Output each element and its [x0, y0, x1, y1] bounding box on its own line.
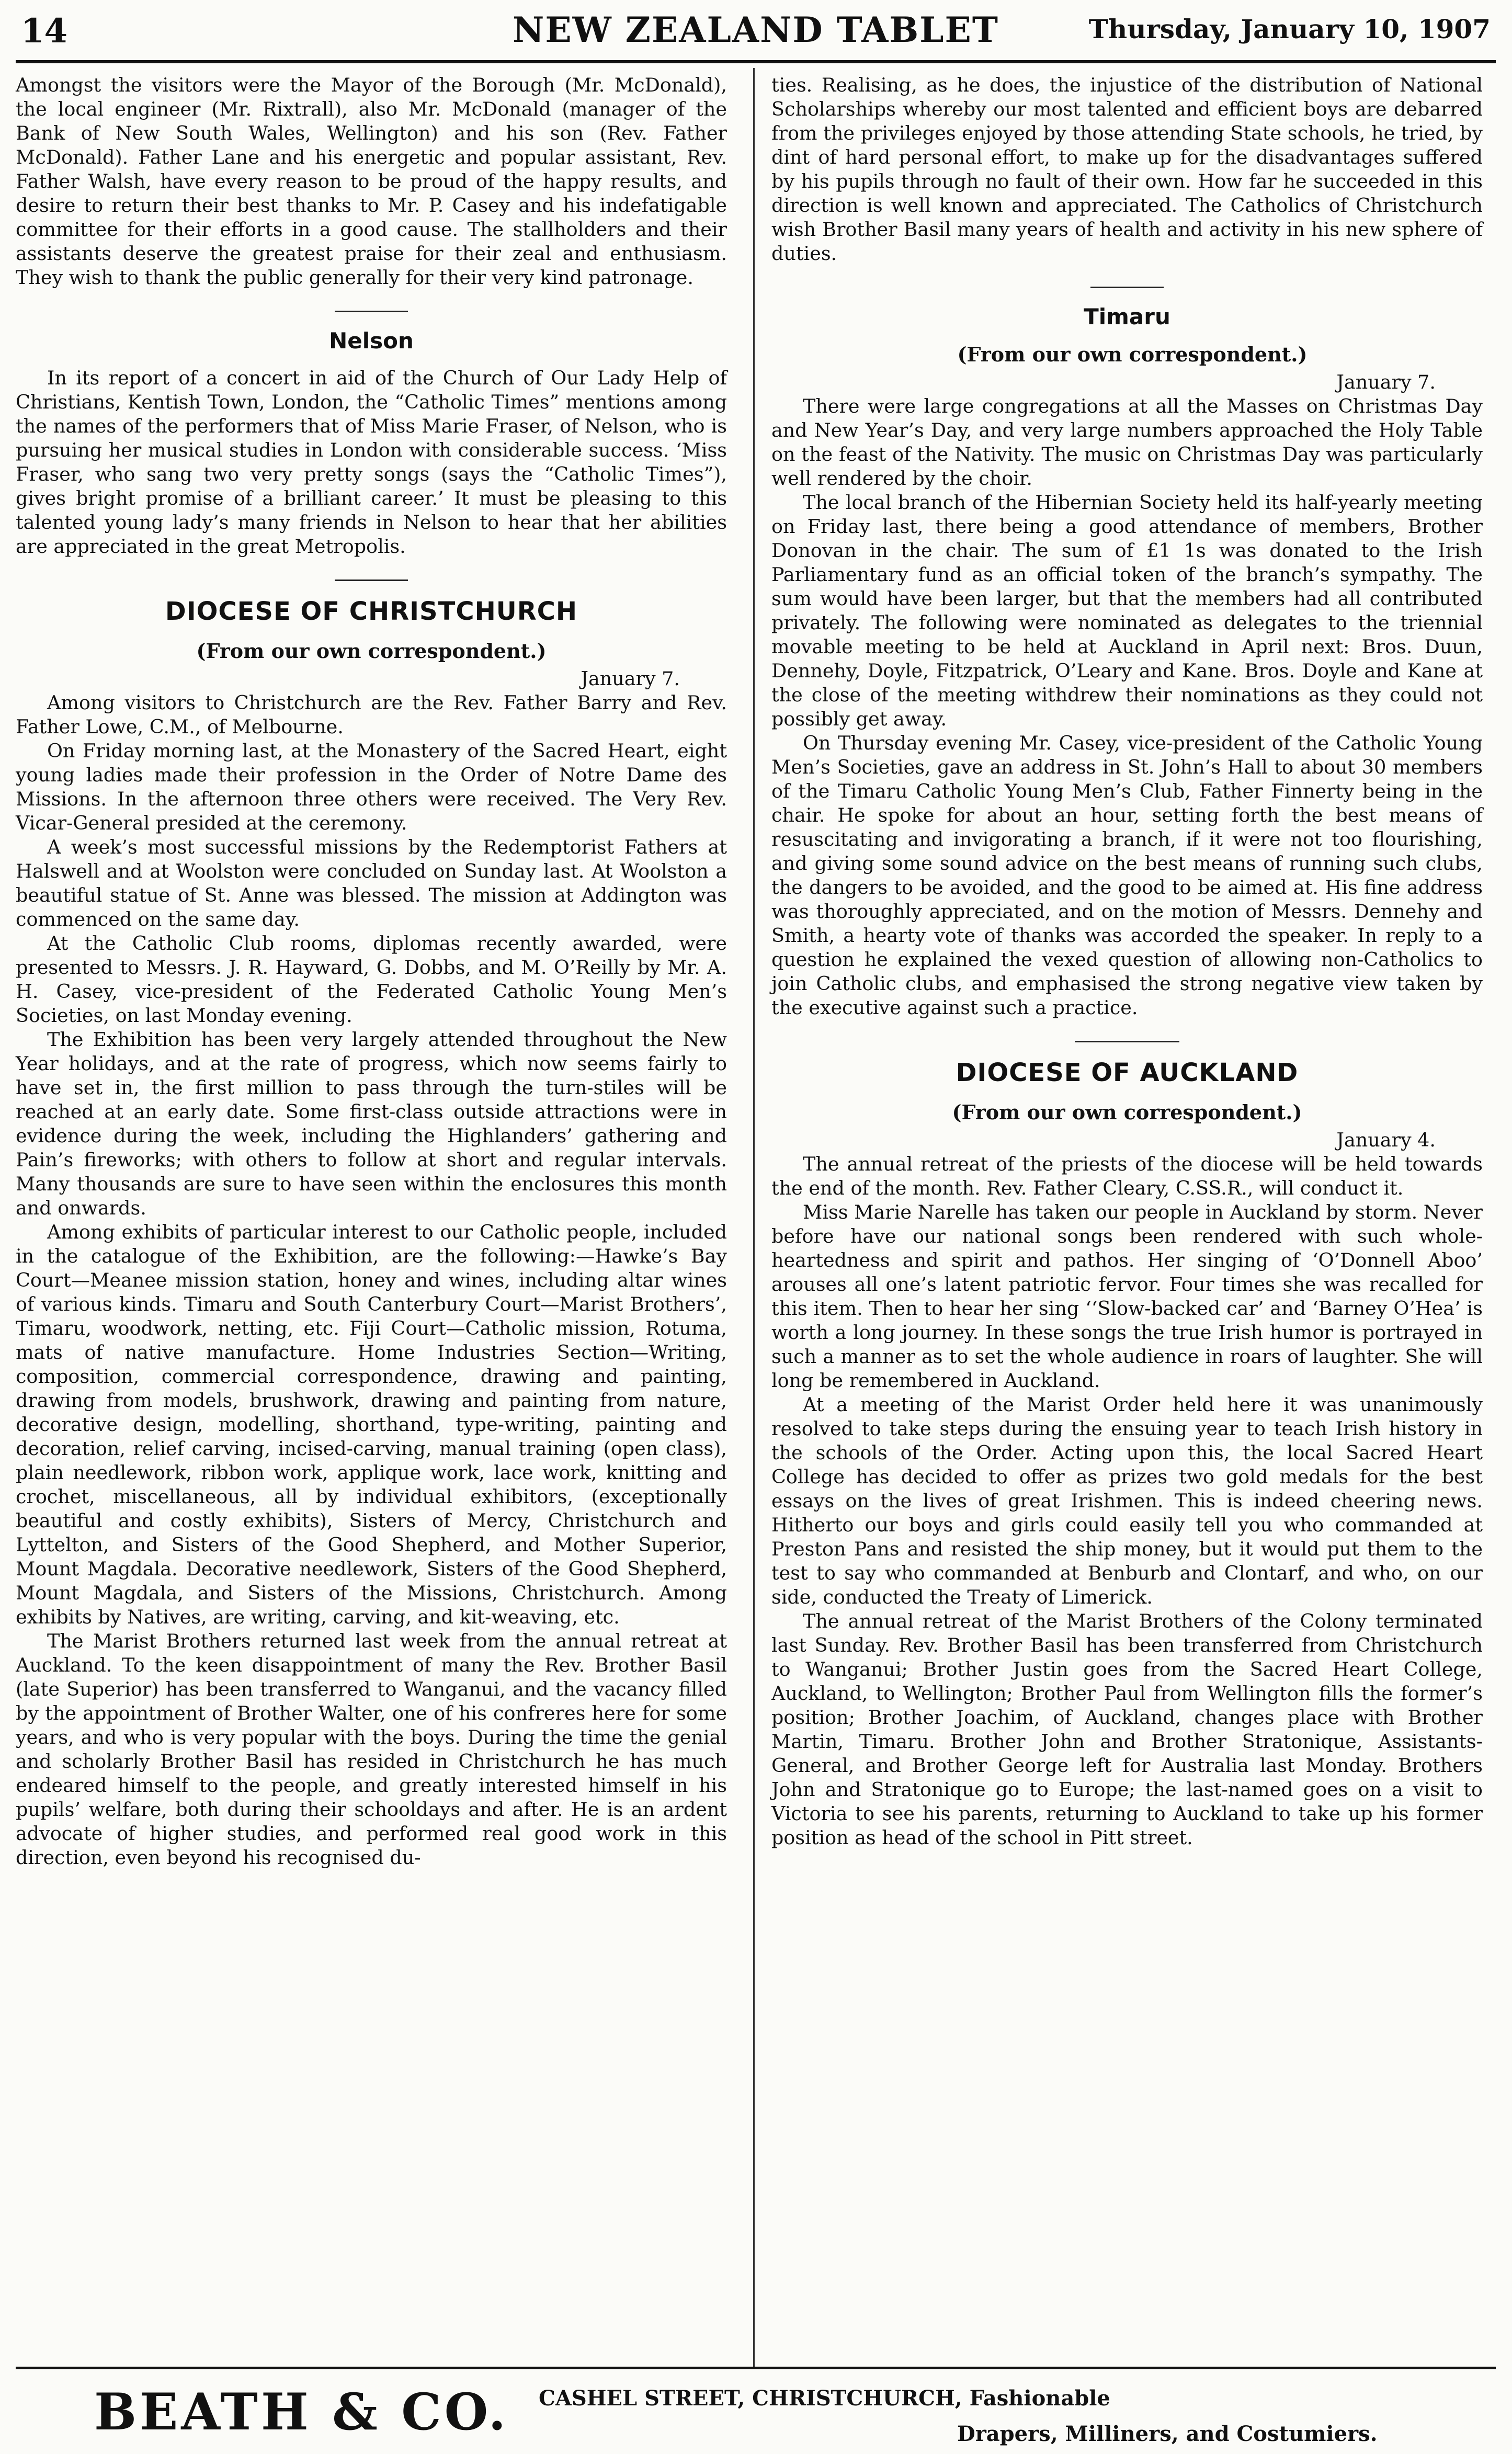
section-separator	[335, 580, 408, 581]
continuation-paragraph: ties. Realising, as he does, the injustice of the distribution of National Scholarships whereby our most talented and efficient boys are debarred from the privileges enjoyed by those attending State schools, he tried, by dint of hard personal effort, to make up for the disadvantages suffered by his pupils through no fault of their own. How far he succeeded in this direction is well known and appreciated. The Catholics of Christchurch wish Brother Basil many years of health and activity in his new sphere of duties.	[771, 74, 1483, 265]
article-paragraph: Miss Marie Narelle has taken our people in Auckland by storm. Never before have our national songs been rendered with such whole-heartedness and spirit and pathos. Her singing of ‘O’Donnell Aboo’ arouses all one’s latent patriotic fervor. Four times she was recalled for this item. Then to hear her sing ‘‘Slow-backed car’ and ‘Barney O’Hea’ is worth a long journey. In these songs the true Irish humor is portrayed in such a manner as to set the whole audience in roars of laughter. She will long be remembered in Auckland.	[771, 1201, 1483, 1392]
article-paragraph: At a meeting of the Marist Order held here it was unanimously resolved to take steps during the ensuing year to teach Irish history in the schools of the Order. Acting upon this, the local Sacred Heart College has decided to offer as prizes two gold medals for the best essays on the lives of great Irishmen. This is indeed cheering news. Hitherto our boys and girls could easily tell you who commanded at Preston Pans and resisted the ship money, but it would put them to the test to say who commanded at Benburb and Clontarf, and who, on our side, conducted the Treaty of Limerick.	[771, 1393, 1483, 1608]
article-paragraph: The annual retreat of the priests of the diocese will be held towards the end of the month. Rev. Father Cleary, C.SS.R., will conduct it.	[771, 1153, 1483, 1199]
article-paragraph: Among exhibits of particular interest to our Catholic people, included in the catalogue of the Exhibition, are the following:—Hawke’s Bay Court—Meanee mission station, honey and wines, including altar wines of various kinds. Timaru and South Canterbury Court—Marist Brothers’, Timaru, woodwork, netting, etc. Fiji Court—Catholic mission, Rotuma, mats of native manufacture. Home Industries Section—Writing, composition, commercial correspondence, drawing and painting, drawing from models, brushwork, drawing and painting from nature, decorative design, modelling, shorthand, type-writing, painting and decoration, relief carving, incised-carving, manual training (open class), plain needlework, ribbon work, applique work, lace work, knitting and crochet, miscellaneous, all by individual exhibitors, (exceptionally beautiful and costly exhibits), Sisters of Mercy, Christchurch and Lyttelton, and Sisters of the Good Shepherd, and Mother Superior, Mount Magdala. Decorative needlework, Sisters of the Good Shepherd, Mount Magdala, and Sisters of the Missions, Christchurch. Among exhibits by Natives, are writing, carving, and kit-weaving, etc.	[16, 1221, 727, 1628]
masthead-rule	[16, 60, 1496, 63]
section-separator	[1075, 1041, 1179, 1042]
article-paragraph: The Exhibition has been very largely attended throughout the New Year holidays, and at the rate of progress, which now seems fairly to have set in, the first million to pass through the turn-stiles will be reached at an early date. Some first-class outside attractions were in evidence during the week, including the Highlanders’ gathering and Pain’s fireworks; with others to follow at short and regular intervals. Many thousands are sure to have seen within the enclosures this month and onwards.	[16, 1028, 727, 1219]
intro-paragraph: Amongst the visitors were the Mayor of the Borough (Mr. McDonald), the local engineer (Mr. Rixtrall), also Mr. McDonald (manager of the Bank of New South Wales, Wellington) and his son (Rev. Father McDonald). Father Lane and his energetic and popular assistant, Rev. Father Walsh, have every reason to be proud of the happy results, and desire to return their best thanks to Mr. P. Casey and his indefatigable committee for their efforts in a good cause. The stallholders and their assistants deserve the greatest praise for their zeal and enthusiasm. They wish to thank the public generally for their very kind patronage.	[16, 74, 727, 289]
advertiser-trade: Drapers, Milliners, and Costumiers.	[957, 2422, 1378, 2446]
christchurch-dateline: January 7.	[581, 667, 680, 690]
timaru-correspondent: (From our own correspondent.)	[957, 343, 1308, 366]
section-separator	[335, 311, 408, 312]
article-paragraph: The annual retreat of the Marist Brothers of the Colony terminated last Sunday. Rev. Brother Basil has been transferred from Christchurch to Wanganui; Brother Justin goes from the Sacred Heart College, Auckland, to Wellington; Brother Paul from Wellington fills the former’s position; Brother Joachim, of Auckland, changes place with Brother Martin, Timaru. Brother John and Brother Stratonique, Assistants-General, and Brother George left for Australia last Monday. Brothers John and Stratonique go to Europe; the last-named goes on a visit to Victoria to see his parents, returning to Auckland to take up his former position as head of the school in Pitt street.	[771, 1610, 1483, 1849]
advertiser-address: CASHEL STREET, CHRISTCHURCH, Fashionable	[539, 2386, 1110, 2411]
article-paragraph: On Friday morning last, at the Monastery of the Sacred Heart, eight young ladies made their profession in the Order of Notre Dame des Missions. In the afternoon three others were received. The Very Rev. Vicar-General presided at the ceremony.	[16, 740, 727, 834]
nelson-heading: Nelson	[329, 328, 414, 354]
christchurch-heading: DIOCESE OF CHRISTCHURCH	[165, 597, 578, 626]
column-divider	[753, 68, 755, 2367]
timaru-heading: Timaru	[1084, 304, 1170, 330]
newspaper-title: NEW ZEALAND TABLET	[513, 9, 999, 50]
section-separator	[1090, 287, 1164, 288]
masthead	[16, 9, 1496, 56]
left-column	[16, 73, 727, 1870]
footer-rule	[16, 2367, 1496, 2369]
issue-date: Thursday, January 10, 1907	[1088, 14, 1491, 44]
advertiser-name: BEATH & CO.	[94, 2382, 509, 2441]
article-paragraph: There were large congregations at all the Masses on Christmas Day and New Year’s Day, and very large numbers approached the Holy Table on the feast of the Nativity. The music on Christmas Day was particularly well rendered by the choir.	[771, 395, 1483, 490]
nelson-paragraph: In its report of a concert in aid of the Church of Our Lady Help of Christians, Kentish Town, London, the “Catholic Times” mentions among the names of the performers that of Miss Marie Fraser, of Nelson, who is pursuing her musical studies in London with considerable success. ‘Miss Fraser, who sang two very pretty songs (says the “Catholic Times”), gives bright promise of a brilliant career.’ It must be pleasing to this talented young lady’s many friends in Nelson to hear that her abilities are appreciated in the great Metropolis.	[16, 367, 727, 558]
page-number: 14	[21, 12, 68, 51]
timaru-dateline: January 7.	[1336, 371, 1436, 393]
advertisement	[16, 2375, 1496, 2453]
auckland-correspondent: (From our own correspondent.)	[952, 1100, 1302, 1124]
right-column	[771, 73, 1483, 1850]
christchurch-correspondent: (From our own correspondent.)	[196, 639, 547, 663]
article-paragraph: A week’s most successful missions by the Redemptorist Fathers at Halswell and at Woolston were concluded on Sunday last. At Woolston a beautiful statue of St. Anne was blessed. The mission at Addington was commenced on the same day.	[16, 836, 727, 930]
article-paragraph: Among visitors to Christchurch are the Rev. Father Barry and Rev. Father Lowe, C.M., of Melbourne.	[16, 691, 727, 738]
article-paragraph: On Thursday evening Mr. Casey, vice-president of the Catholic Young Men’s Societies, gave an address in St. John’s Hall to about 30 members of the Timaru Catholic Young Men’s Club, Father Finnerty being in the chair. He spoke for about an hour, setting forth the best means of resuscitating and invigorating a branch, if it were not too flourishing, and giving some sound advice on the best means of running such clubs, the dangers to be avoided, and the good to be aimed at. His fine address was thoroughly appreciated, and on the motion of Messrs. Dennehy and Smith, a hearty vote of thanks was accorded the speaker. In reply to a question he explained the vexed question of allowing non-Catholics to join Catholic clubs, and emphasised the strong negative view taken by the executive against such a practice.	[771, 732, 1483, 1019]
article-paragraph: At the Catholic Club rooms, diplomas recently awarded, were presented to Messrs. J. R. Hayward, G. Dobbs, and M. O’Reilly by Mr. A. H. Casey, vice-president of the Federated Catholic Young Men’s Societies, on last Monday evening.	[16, 932, 727, 1027]
auckland-heading: DIOCESE OF AUCKLAND	[956, 1058, 1299, 1087]
auckland-dateline: January 4.	[1336, 1129, 1436, 1151]
article-paragraph: The local branch of the Hibernian Society held its half-yearly meeting on Friday last, there being a good attendance of members, Brother Donovan in the chair. The sum of £1 1s was donated to the Irish Parliamentary fund as an official token of the branch’s sympathy. The sum would have been larger, but that the members had all contributed privately. The following were nominated as delegates to the triennial movable meeting to be held at Auckland in April next: Bros. Duun, Dennehy, Doyle, Fitzpatrick, O’Leary and Kane. Bros. Doyle and Kane at the close of the meeting withdrew their nominations as they could not possibly get away.	[771, 491, 1483, 730]
article-paragraph: The Marist Brothers returned last week from the annual retreat at Auckland. To the keen disappointment of many the Rev. Brother Basil (late Superior) has been transferred to Wanganui, and the vacancy filled by the appointment of Brother Walter, one of his confreres here for some years, and who is very popular with the boys. During the time the genial and scholarly Brother Basil has resided in Christchurch he has much endeared himself to the people, and greatly interested himself in his pupils’ welfare, both during their schooldays and after. He is an ardent advocate of higher studies, and performed real good work in this direction, even beyond his recognised du-	[16, 1630, 727, 1869]
